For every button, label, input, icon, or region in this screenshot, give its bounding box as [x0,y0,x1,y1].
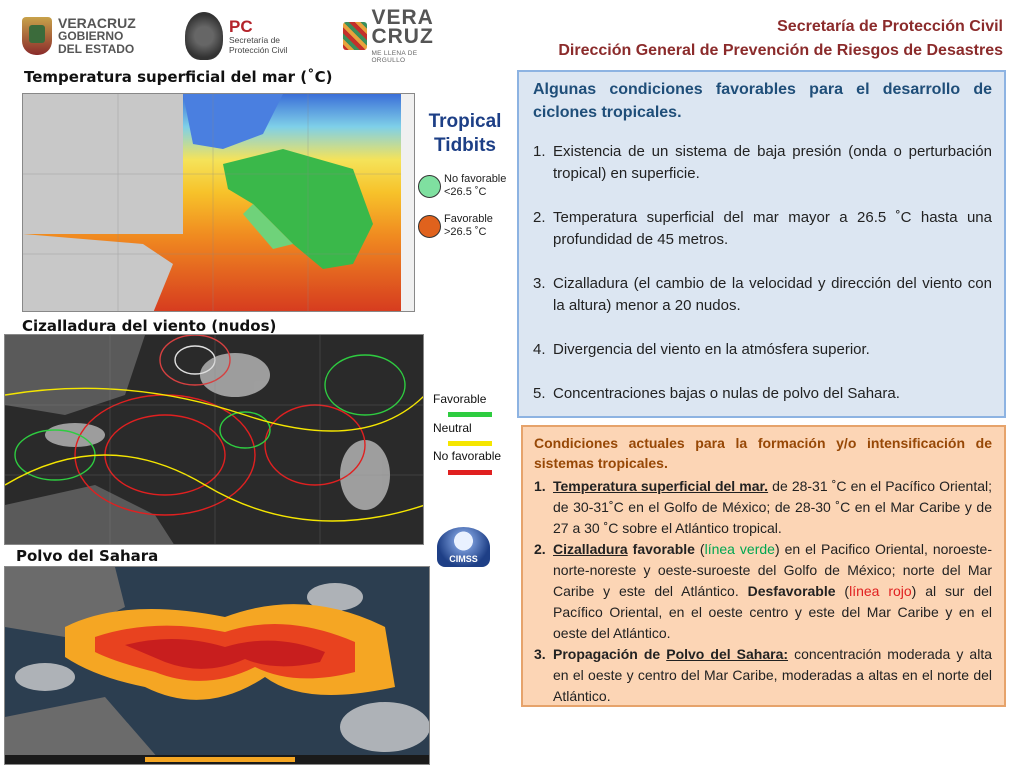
favorable-conditions-list [533,141,992,405]
logo-veracruz-line2: GOBIERNO [58,28,124,43]
logo-veracruz-line3: DEL ESTADO [58,41,135,56]
shear-neutral-label: Neutral [433,421,472,435]
brand-line-1: Tropical [428,111,502,132]
shear-neutral-line [448,441,492,446]
sst-label: Temperatura superficial del mar. [553,478,769,494]
shear-text-4: ) al sur del Pacífico Oriental, en el oeste centro y este del Mar Caribe y en el oeste del Atlántico. [553,583,992,641]
favorable-conditions-title: Algunas condiciones favorables para el desarrollo de ciclones tropicales. [533,81,992,121]
list-item [533,141,992,185]
veracruz-orgullo-logo [343,8,443,64]
item-number: 1. [534,478,546,494]
no-favorable-label: No favorable [444,173,507,185]
pc-sub-line1: Secretaría de [229,34,281,45]
vc-sub: ME LLENA DE ORGULLO [371,50,418,64]
shear-unfavorable-label: Desfavorable [747,583,836,599]
list-item [533,273,992,317]
favorable-label: Favorable [444,213,493,225]
vc-word: VERA CRUZ [371,6,434,48]
veracruz-pattern-icon [343,22,367,50]
sst-text: de 28-31 ˚C en el Pacífico Oriental; de 30-31˚C en el Golfo de México; de 28-30 ˚C en el Mar Caribe y de 27 a 30 ˚C sobre el Atlántico tropical. [553,478,992,536]
item-number: 4. [533,341,546,358]
legend-favorable [418,213,493,239]
item-number: 5. [533,385,546,402]
item-text [553,539,992,644]
item-text: Cizalladura (el cambio de la velocidad y dirección del viento con la altura) menor a 20 nudos. [553,275,992,314]
pc-seal-icon [185,12,223,60]
item-text: Concentraciones bajas o nulas de polvo del Sahara. [553,385,900,402]
shear-text-2: ) en el Pacifico Oriental, noroeste-norte-noreste y oeste-suroeste del Golfo de México; norte del Mar Caribe y este del Atlántico. [553,541,993,599]
shear-map-image [4,334,424,545]
list-item [533,207,992,251]
shear-green-text: línea verde [704,541,775,557]
current-conditions-title: Condiciones actuales para la formación y/o intensificación de sistemas tropicales. [534,435,992,471]
list-item [534,539,992,644]
shear-caption: Cizalladura del viento (nudos) [22,317,277,335]
list-item [534,644,992,707]
item-text: Existencia de un sistema de baja presión (onda o perturbación tropical) en superficie. [553,143,992,182]
item-text [553,476,992,539]
current-conditions-panel [521,425,1006,707]
header-title-2: Dirección General de Prevención de Riesgos de Desastres [558,42,1003,59]
no-favorable-value: <26.5 ˚C [444,186,487,198]
logo-veracruz-line1: VERACRUZ [58,14,136,31]
sst-map-image [22,93,415,312]
dust-map-image [4,566,430,765]
favorable-swatch [418,215,441,238]
shear-label: Cizalladura [553,541,628,557]
no-favorable-swatch [418,175,441,198]
shear-no-favorable-line [448,470,492,475]
veracruz-gobierno-logo [22,8,157,64]
dust-label-a: Propagación de [553,646,667,662]
item-number: 1. [533,143,546,160]
favorable-value: >26.5 ˚C [444,226,487,238]
brand-line-2: Tidbits [434,135,496,156]
pc-mark: PC [229,16,253,36]
current-conditions-list [534,476,992,707]
dust-label-b: Polvo del Sahara: [666,646,789,662]
item-number: 2. [533,209,546,226]
header-title-1: Secretaría de Protección Civil [777,18,1003,35]
item-number: 3. [534,646,546,662]
list-item [533,339,992,361]
cimss-logo: CIMSS [437,527,490,567]
shear-red-text: línea rojo [849,583,912,599]
shear-text-1: ( [694,541,705,557]
item-text: Temperatura superficial del mar mayor a 26.5 ˚C hasta una profundidad de 45 metros. [553,209,992,248]
item-text: Divergencia del viento en la atmósfera superior. [553,341,870,358]
state-shield-icon [22,17,52,55]
list-item [534,476,992,539]
dust-text: concentración moderada y alta en el oeste y centro del Mar Caribe, moderadas a altas en el norte del Atlántico. [553,646,992,704]
shear-favorable-label: Favorable [433,392,487,406]
shear-label-favorable: favorable [627,541,695,557]
list-item [533,383,992,405]
proteccion-civil-logo [185,8,315,64]
shear-text-3: ( [835,583,850,599]
item-number: 3. [533,275,546,292]
pc-sub-line2: Protección Civil [229,44,288,55]
favorable-conditions-panel [517,70,1006,418]
legend-no-favorable [418,173,506,199]
item-text [553,644,992,707]
shear-no-favorable-label: No favorable [433,449,502,463]
sst-caption: Temperatura superficial del mar (˚C) [24,68,333,86]
item-number: 2. [534,541,546,557]
dust-caption: Polvo del Sahara [16,547,159,565]
tropical-tidbits-brand [420,110,510,158]
shear-favorable-line [448,412,492,417]
